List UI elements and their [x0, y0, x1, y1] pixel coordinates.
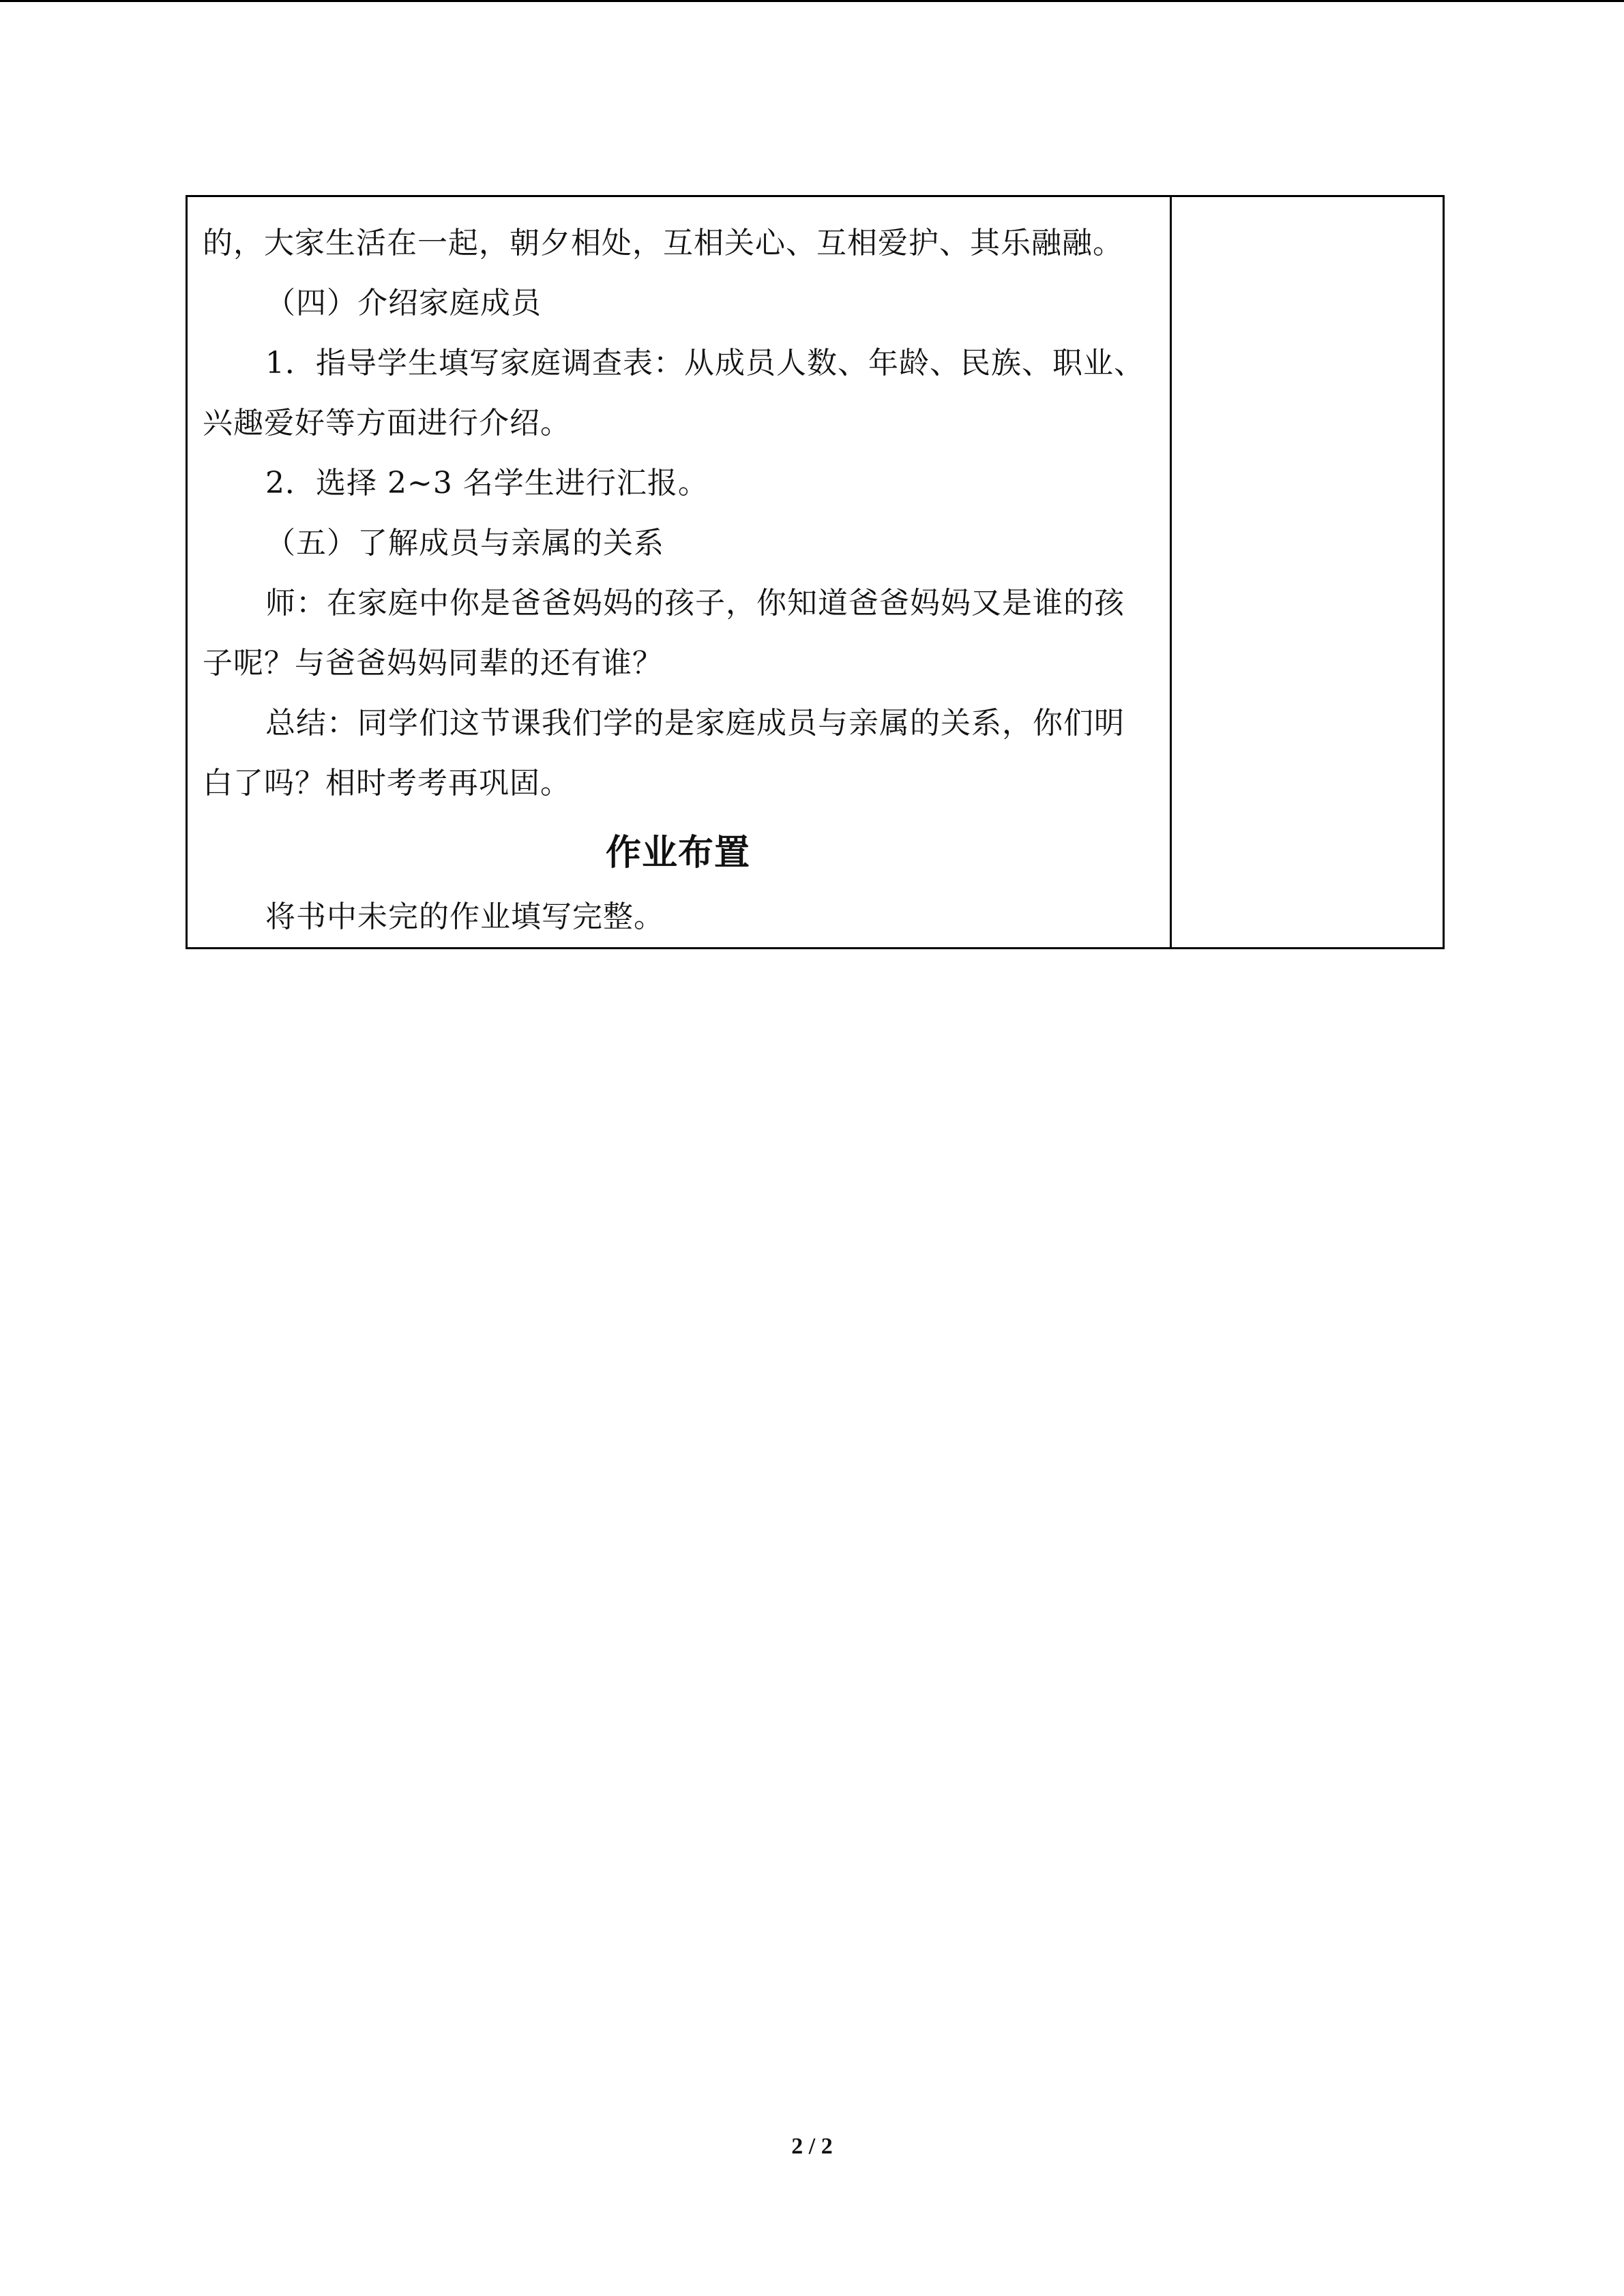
- paragraph-teacher-question: 师：在家庭中你是爸爸妈妈的孩子，你知道爸爸妈妈又是谁的孩子呢？与爸爸妈妈同辈的还有谁？: [203, 586, 1125, 681]
- page-number: 2 / 2: [791, 2134, 833, 2159]
- lesson-plan-table: [186, 195, 1445, 949]
- table-row: [187, 196, 1444, 949]
- paragraph-student-report: 2．选择 2~3 名学生进行汇报。: [265, 466, 709, 501]
- heading-introduce-members: （四）介绍家庭成员: [265, 286, 542, 320]
- paragraph-family-life: 的，大家生活在一起，朝夕相处，互相关心、互相爱护、其乐融融。: [203, 226, 1123, 260]
- main-content-cell: [187, 196, 1171, 949]
- paragraph-survey-instruction: 1．指导学生填写家庭调查表：从成员人数、年龄、民族、职业、兴趣爱好等方面进行介绍。: [203, 346, 1145, 441]
- homework-text: 将书中未完的作业填写完整。: [265, 899, 664, 934]
- heading-relatives-relationship: （五）了解成员与亲属的关系: [265, 526, 664, 561]
- side-notes-cell: [1171, 196, 1444, 949]
- homework-heading: 作业布置: [605, 833, 750, 874]
- top-border-rule: [0, 0, 1624, 2]
- paragraph-summary: 总结：同学们这节课我们学的是家庭成员与亲属的关系，你们明白了吗？相时考考再巩固。: [203, 706, 1125, 801]
- lesson-content: [188, 197, 1170, 947]
